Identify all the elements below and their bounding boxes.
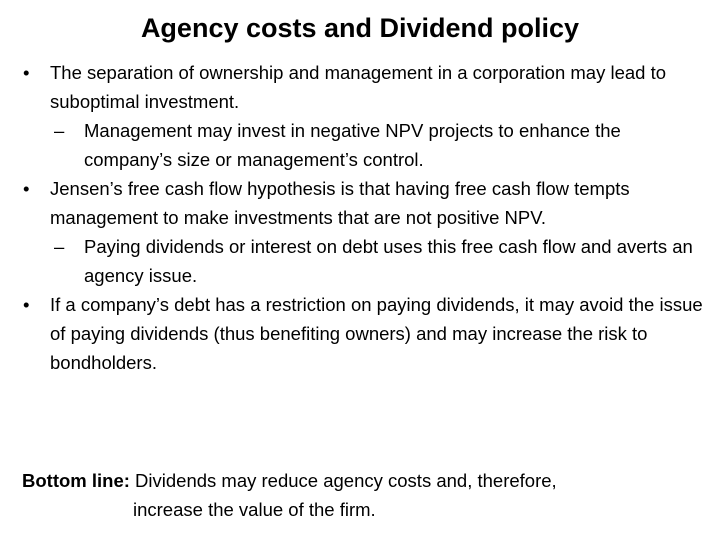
bullet-text: The separation of ownership and management in a corporation may lead to suboptimal investment. (50, 62, 667, 112)
sub-bullet-item (20, 232, 710, 290)
bullet-marker: • (23, 178, 30, 199)
sub-bullet-marker: – (54, 120, 65, 141)
bullet-text: If a company’s debt has a restriction on paying dividends, it may avoid the issue of paying dividends (thus benefiting owners) and may increase the risk to bondholders. (50, 294, 703, 373)
bottom-line-label: Bottom line: (22, 470, 130, 491)
sub-bullet-text: Management may invest in negative NPV projects to enhance the company’s size or management’s control. (84, 120, 621, 170)
bottom-line-text-2: increase the value of the firm. (133, 499, 376, 520)
bottom-line-text-1: Dividends may reduce agency costs and, therefore, (135, 470, 557, 491)
sub-bullet-text: Paying dividends or interest on debt uses this free cash flow and averts an agency issue. (84, 236, 693, 286)
bullet-marker: • (23, 62, 30, 83)
sub-bullet-marker: – (54, 236, 65, 257)
bullet-item (20, 58, 710, 116)
bullet-text: Jensen’s free cash flow hypothesis is that having free cash flow tempts management to make investments that are not positive NPV. (50, 178, 630, 228)
bottom-line (22, 466, 712, 524)
bullet-item (20, 174, 710, 232)
slide-title: Agency costs and Dividend policy (140, 13, 580, 43)
bullet-item (20, 290, 710, 377)
sub-bullet-item (20, 116, 710, 174)
bullet-marker: • (23, 294, 30, 315)
bullet-list (20, 58, 710, 377)
